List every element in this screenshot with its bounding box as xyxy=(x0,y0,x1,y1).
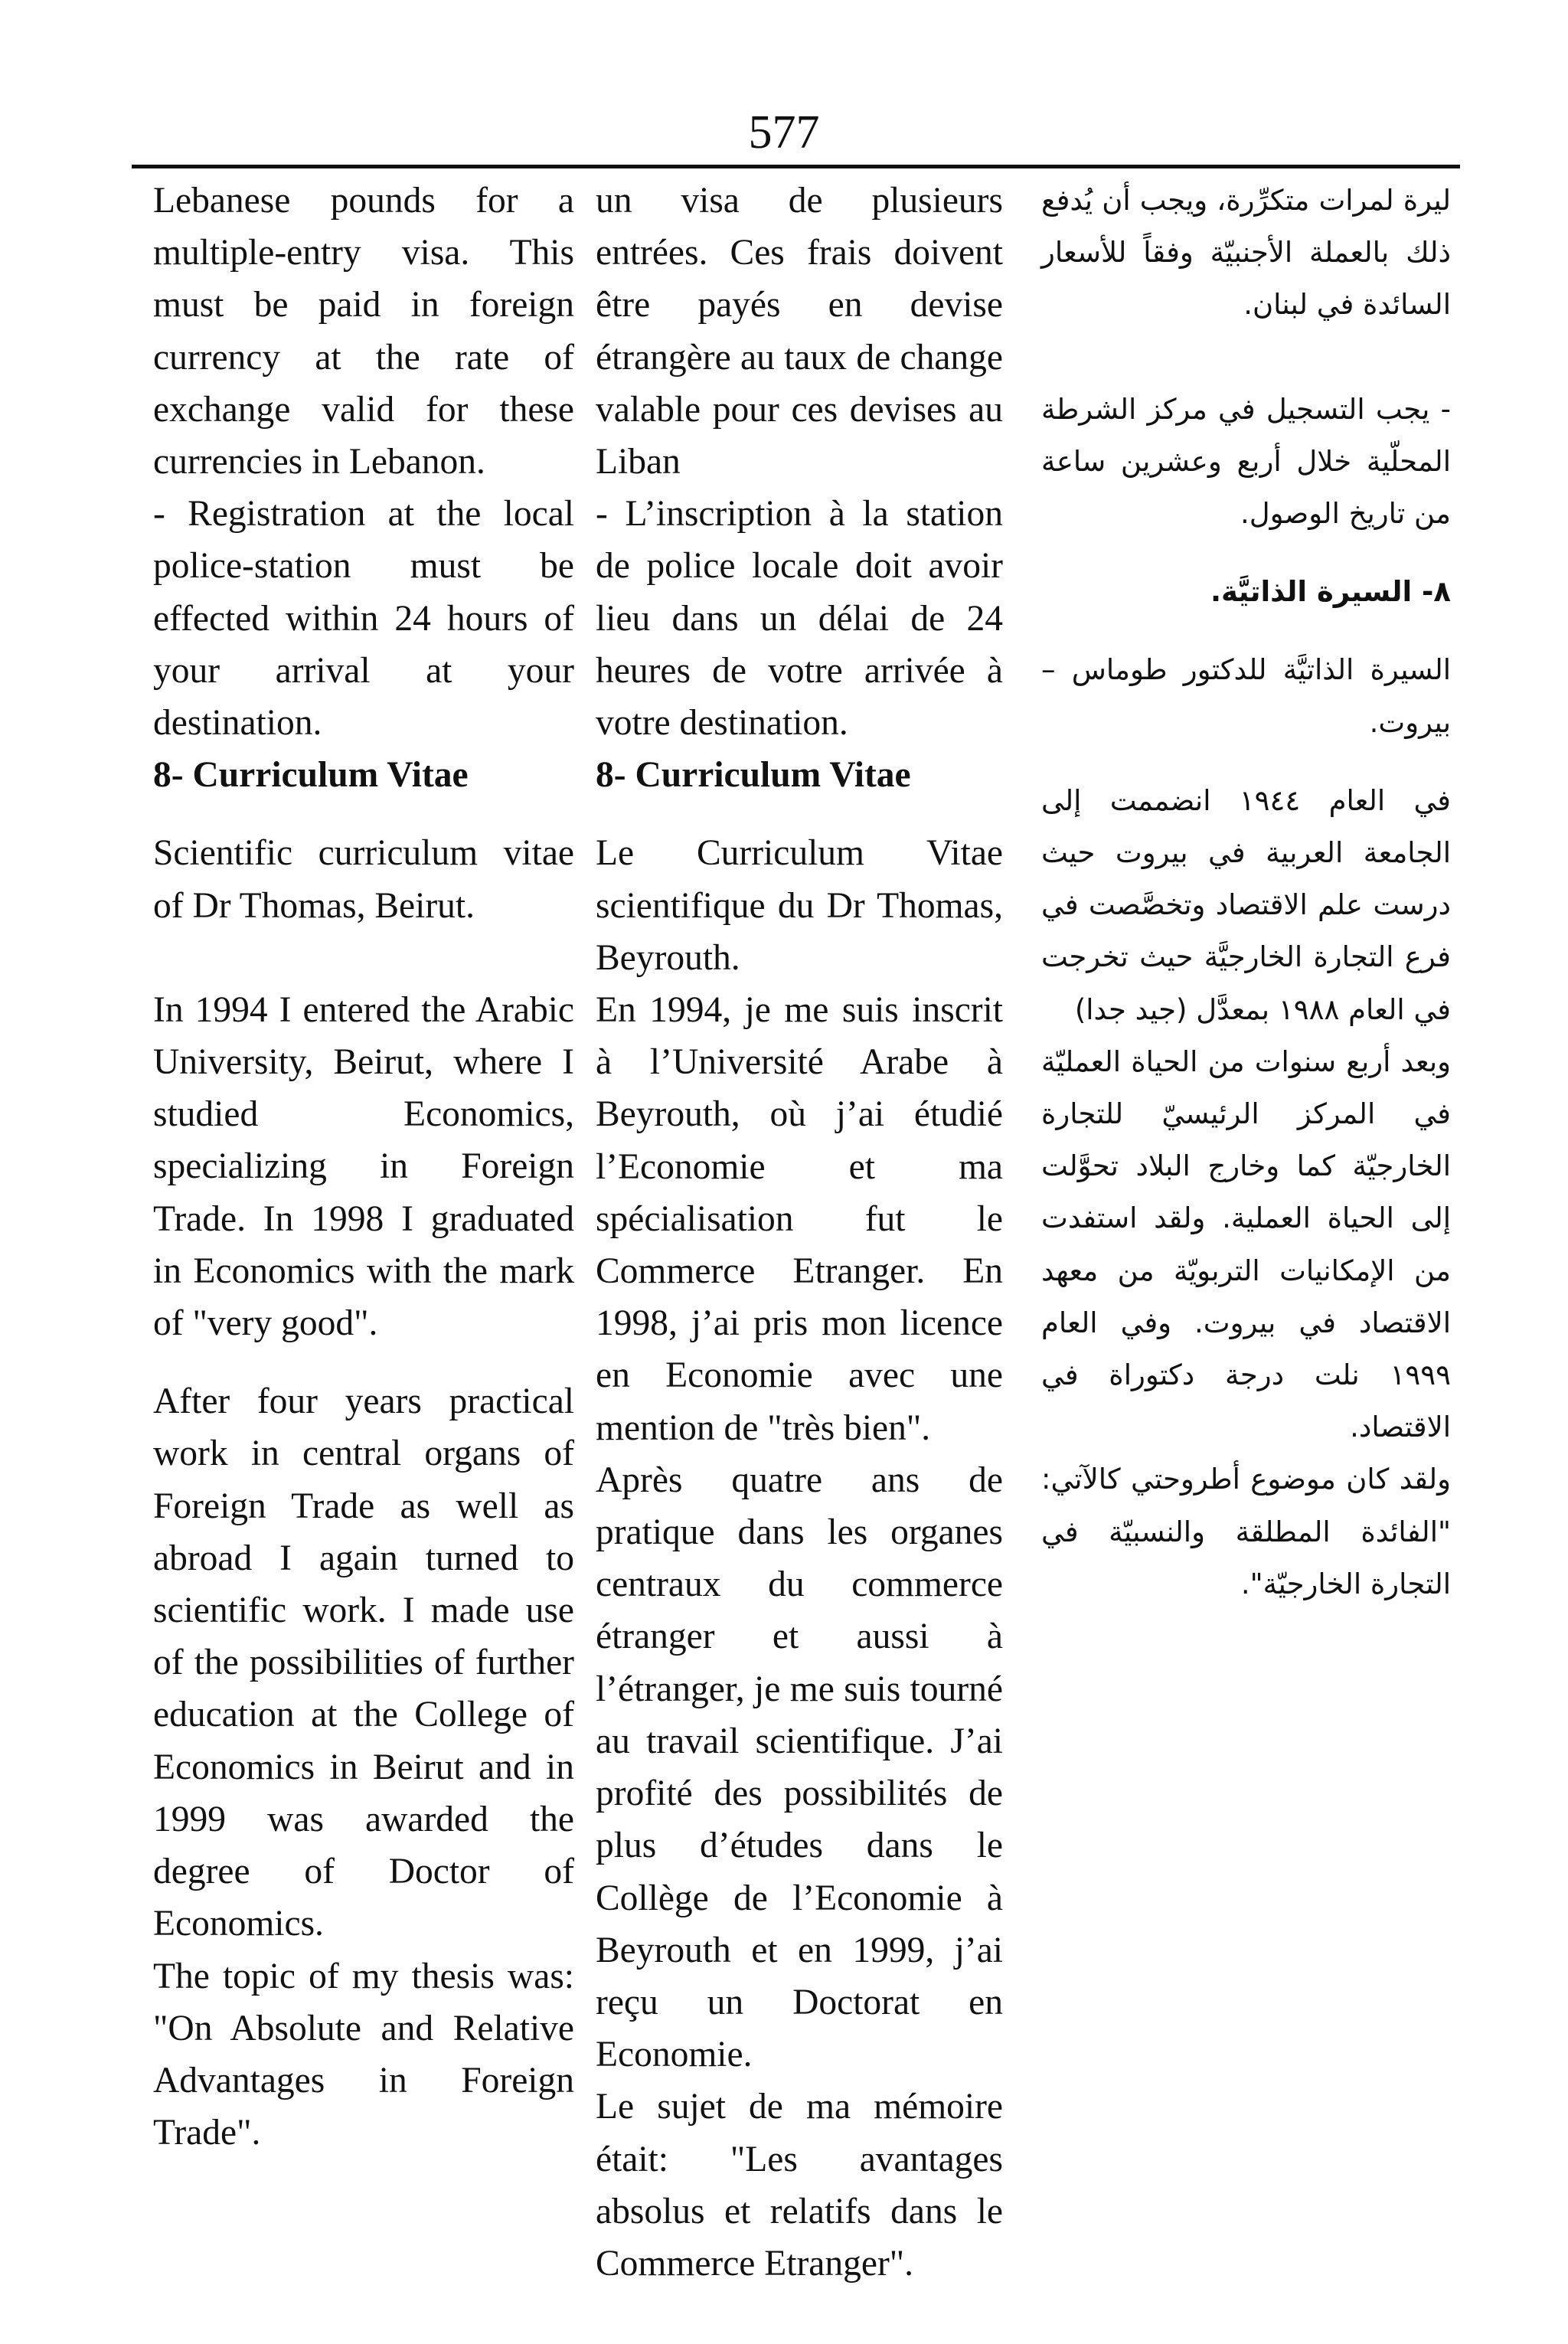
english-paragraph-education: In 1994 I entered the Arabic University, Beirut, where I studied Economics, specializing in Foreign Trade. In 1998 I graduated in Economics with the mark of "very good". xyxy=(153,989,574,1344)
french-heading-cv: 8- Curriculum Vitae xyxy=(596,755,911,796)
page-number: 577 xyxy=(748,106,820,159)
arabic-paragraph-thesis: ولقد كان موضوع أطروحتي كالآتي: "الفائدة المطلقة والنسبيّة في التجارة الخارجيّة". xyxy=(1041,1463,1451,1600)
arabic-heading-cv: ٨- السيرة الذاتيَّة. xyxy=(1210,575,1451,609)
english-heading-cv: 8- Curriculum Vitae xyxy=(153,755,469,796)
arabic-column xyxy=(1041,175,1451,1610)
arabic-paragraph-cv-intro: السيرة الذاتيَّة للدكتور طوماس – بيروت. xyxy=(1041,653,1451,739)
english-paragraph-visa-fee: Lebanese pounds for a multiple-entry visa. This must be paid in foreign currency at the rate of exchange valid for these currencies in Lebanon. xyxy=(153,181,574,482)
arabic-paragraph-registration: - يجب التسجيل في مركز الشرطة المحلّية خلال أربع وعشرين ساعة من تاريخ الوصول. xyxy=(1041,392,1451,531)
english-paragraph-thesis: The topic of my thesis was: "On Absolute and Relative Advantages in Foreign Trade". xyxy=(153,1956,574,2153)
arabic-paragraph-education: في العام ١٩٤٤ انضممت إلى الجامعة العربية في بيروت حيث درست علم الاقتصاد وتخصَّصت في فرع التجارة الخارجيَّة حيث تخرجت في العام ١٩٨٨ بمعدَّل (جيد جدا) xyxy=(1041,783,1451,1026)
french-paragraph-cv-intro: Le Curriculum Vitae scientifique du Dr Thomas, Beyrouth. xyxy=(596,833,1003,978)
english-paragraph-registration: - Registration at the local police-station must be effected within 24 hours of your arrival at your destination. xyxy=(153,494,574,744)
english-paragraph-cv-intro: Scientific curriculum vitae of Dr Thomas, Beirut. xyxy=(153,833,574,926)
french-paragraph-education: En 1994, je me suis inscrit à l’Université Arabe à Beyrouth, où j’ai étudié l’Economie et ma spécialisation fut le Commerce Etranger. En 1998, j’ai pris mon licence en Economie avec une mention de "très bien". xyxy=(596,990,1003,1448)
header-rule xyxy=(132,165,1460,168)
french-paragraph-registration: - L’inscription à la station de police locale doit avoir lieu dans un délai de 24 heures de votre arrivée à votre destination. xyxy=(596,494,1003,744)
french-paragraph-thesis: Le sujet de ma mémoire était: "Les avantages absolus et relatifs dans le Commerce Etranger". xyxy=(596,2087,1003,2284)
arabic-paragraph-career: وبعد أربع سنوات من الحياة العمليّة في المركز الرئيسيّ للتجارة الخارجيّة كما وخارج البلاد تحوَّلت إلى الحياة العملية. ولقد استفدت من الإمكانيات التربويّة من معهد الاقتصاد في بيروت. وفي العام ١٩٩٩ نلت درجة دكتوراة في الاقتصاد. xyxy=(1041,1045,1451,1444)
english-column xyxy=(153,175,574,2159)
french-column xyxy=(596,175,1003,2290)
french-paragraph-career: Après quatre ans de pratique dans les organes centraux du commerce étranger et aussi à l’étranger, je me suis tourné au travail scientifique. J’ai profité des possibilités de plus d’études dans le Collège de l’Economie à Beyrouth et en 1999, j’ai reçu un Doctorat en Economie. xyxy=(596,1460,1003,2075)
arabic-paragraph-visa-fee: ليرة لمرات متكرِّرة، ويجب أن يُدفع ذلك بالعملة الأجنبيّة وفقاً للأسعار السائدة في لبنان. xyxy=(1041,184,1451,322)
french-paragraph-visa-fee: un visa de plusieurs entrées. Ces frais doivent être payés en devise étrangère au taux de change valable pour ces devises au Liban xyxy=(596,181,1003,482)
english-paragraph-career: After four years practical work in central organs of Foreign Trade as well as abroad I again turned to scientific work. I made use of the possibilities of further education at the College of Economics in Beirut and in 1999 was awarded the degree of Doctor of Economics. xyxy=(153,1381,574,1944)
